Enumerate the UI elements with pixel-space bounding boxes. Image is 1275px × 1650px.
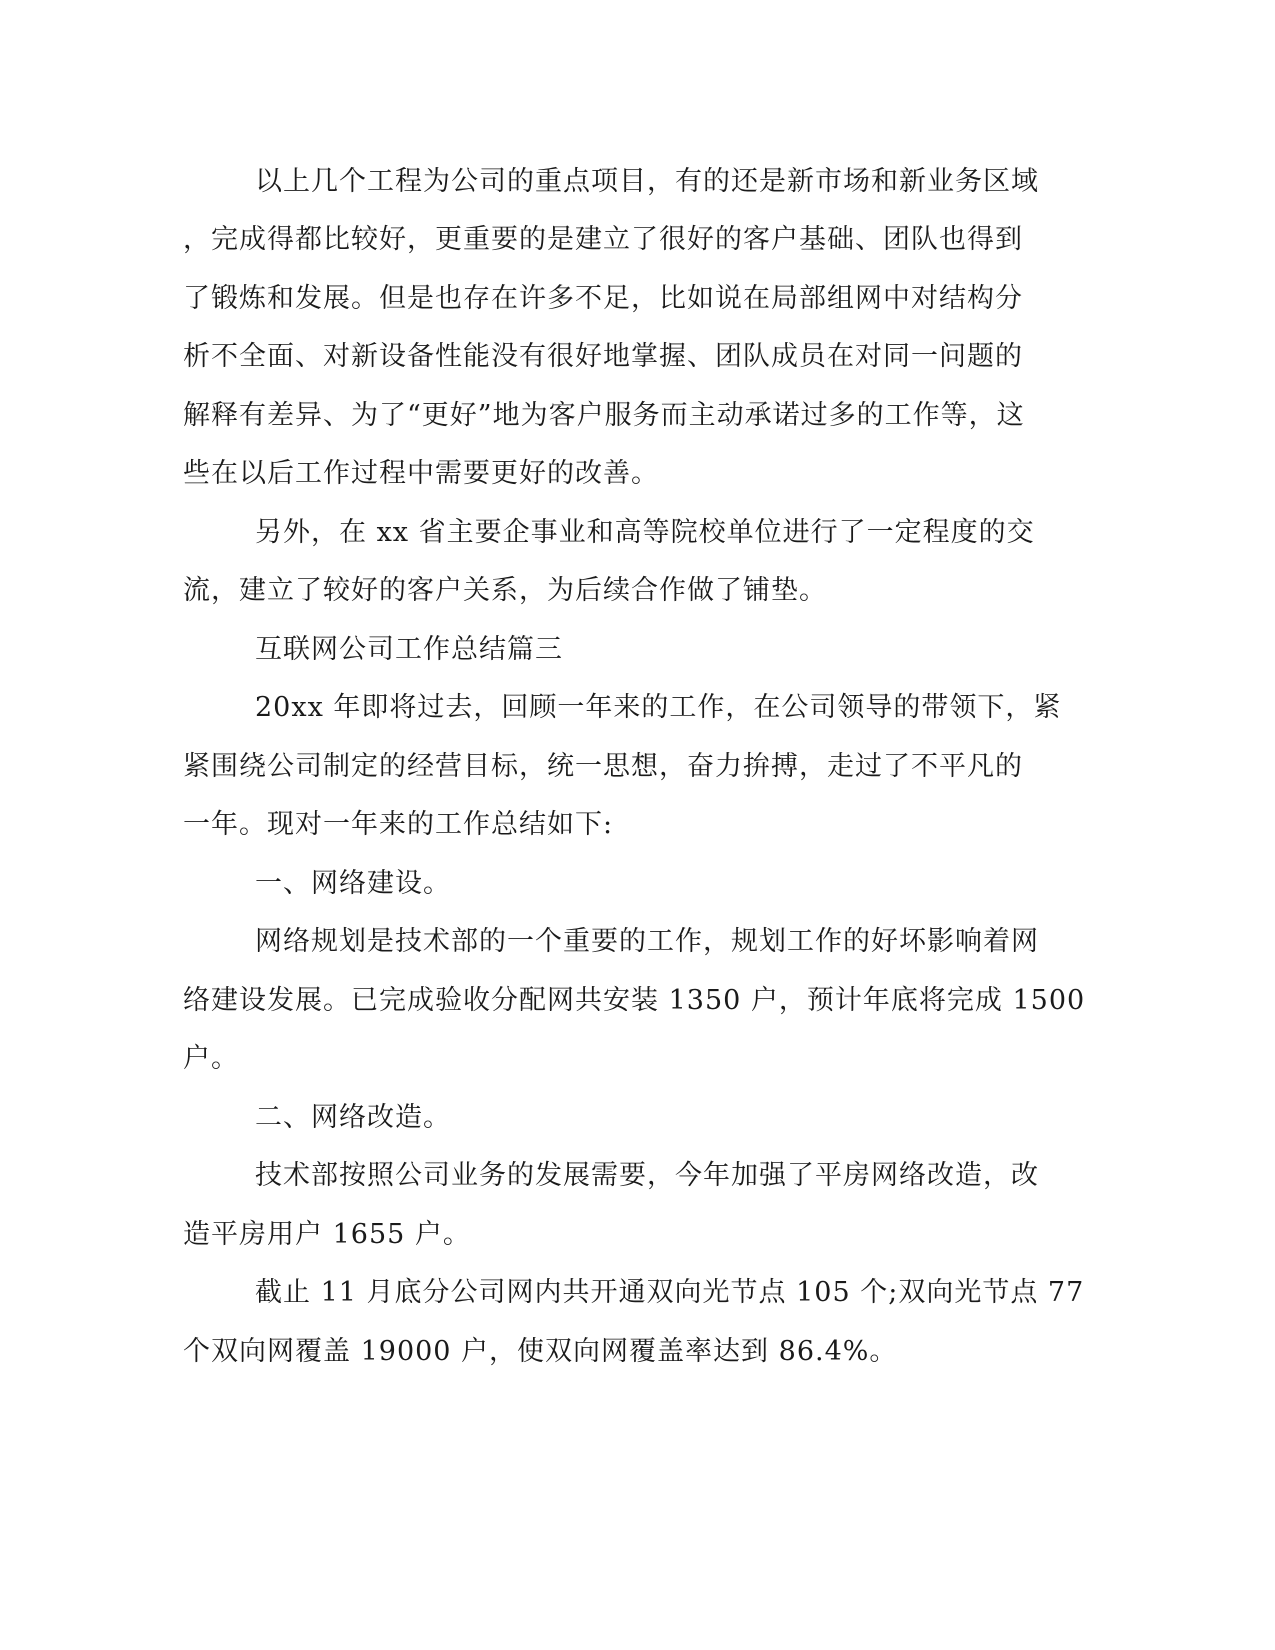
paragraph-line: 析不全面、对新设备性能没有很好地掌握、团队成员在对同一问题的 [183,341,1023,372]
subsection-heading: 一、网络建设。 [255,868,451,899]
paragraph-line: 造平房用户 1655 户。 [183,1219,471,1250]
paragraph-line: 了锻炼和发展。但是也存在许多不足，比如说在局部组网中对结构分 [183,283,1023,314]
paragraph-line: 另外，在 xx 省主要企事业和高等院校单位进行了一定程度的交 [255,517,1035,548]
paragraph-line: 个双向网覆盖 19000 户，使双向网覆盖率达到 86.4%。 [183,1336,898,1367]
section-heading: 互联网公司工作总结篇三 [255,634,563,665]
paragraph-line: 流，建立了较好的客户关系，为后续合作做了铺垫。 [183,575,827,606]
subsection-heading: 二、网络改造。 [255,1102,451,1133]
paragraph-line: 20xx 年即将过去，回顾一年来的工作，在公司领导的带领下，紧 [255,692,1062,723]
paragraph-line: 络建设发展。已完成验收分配网共安装 1350 户，预计年底将完成 1500 [183,985,1086,1016]
paragraph-line: 以上几个工程为公司的重点项目，有的还是新市场和新业务区域 [255,166,1039,197]
paragraph-line: 截止 11 月底分公司网内共开通双向光节点 105 个;双向光节点 77 [255,1277,1085,1308]
paragraph-line: 户。 [183,1043,239,1074]
paragraph-line: 网络规划是技术部的一个重要的工作，规划工作的好坏影响着网 [255,926,1039,957]
paragraph-line: ，完成得都比较好，更重要的是建立了很好的客户基础、团队也得到 [183,224,1023,255]
paragraph-line: 技术部按照公司业务的发展需要，今年加强了平房网络改造，改 [255,1160,1039,1191]
paragraph-line: 一年。现对一年来的工作总结如下: [183,809,614,840]
paragraph-line: 解释有差异、为了“更好”地为客户服务而主动承诺过多的工作等，这 [183,400,1025,431]
paragraph-line: 紧围绕公司制定的经营目标，统一思想，奋力拚搏，走过了不平凡的 [183,751,1023,782]
paragraph-line: 些在以后工作过程中需要更好的改善。 [183,458,659,489]
